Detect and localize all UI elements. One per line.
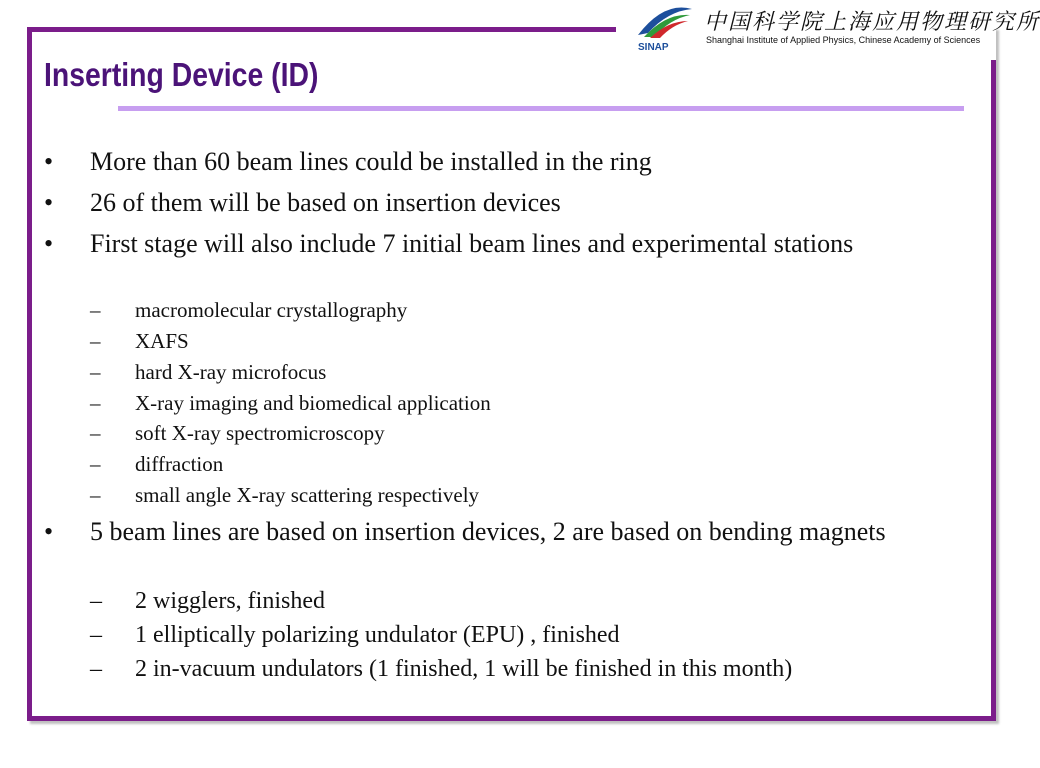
dash-marker: – [90, 391, 101, 415]
dash-marker: – [90, 329, 101, 353]
logo-acronym: SINAP [638, 42, 669, 53]
dash-marker: – [90, 421, 101, 445]
dash-marker: – [90, 656, 102, 682]
dash-marker: – [90, 360, 101, 384]
dash-marker: – [90, 298, 101, 322]
sub-item-text: 2 wigglers, finished [135, 588, 325, 614]
slide-title: Inserting Device (ID) [44, 56, 319, 93]
bullet-dot: • [44, 229, 54, 258]
dash-marker: – [90, 452, 101, 476]
title-underline [118, 106, 964, 111]
sub-item-text: diffraction [135, 452, 224, 476]
sub-item-text: macromolecular crystallography [135, 298, 408, 322]
dash-marker: – [90, 622, 102, 648]
dash-marker: – [90, 588, 102, 614]
dash-marker: – [90, 483, 101, 507]
sinap-logo-icon [634, 3, 694, 53]
logo-chinese-name: 中国科学院上海应用物理研究所 [704, 10, 1040, 35]
list-item-text: More than 60 beam lines could be installed in the ring [90, 147, 652, 176]
sub-item-text: X-ray imaging and biomedical application [135, 391, 491, 415]
bullet-dot: • [44, 147, 54, 176]
list-item-text: 26 of them will be based on insertion devices [90, 188, 561, 217]
sub-item-text: 1 elliptically polarizing undulator (EPU) , finished [135, 622, 620, 648]
sub-item-text: small angle X-ray scattering respectively [135, 483, 480, 507]
logo-english-name: Shanghai Institute of Applied Physics, Chinese Academy of Sciences [706, 35, 981, 45]
sub-item-text: soft X-ray spectromicroscopy [135, 421, 385, 445]
bullet-dot: • [44, 188, 54, 217]
list-item-text: 5 beam lines are based on insertion devices, 2 are based on bending magnets [90, 517, 886, 546]
sub-item-text: XAFS [135, 329, 189, 353]
institute-logo [616, 0, 1040, 60]
sub-item-text: 2 in-vacuum undulators (1 finished, 1 will be finished in this month) [135, 656, 793, 682]
bullet-dot: • [44, 517, 54, 546]
sub-item-text: hard X-ray microfocus [135, 360, 327, 384]
list-item-text: First stage will also include 7 initial beam lines and experimental stations [90, 229, 854, 258]
